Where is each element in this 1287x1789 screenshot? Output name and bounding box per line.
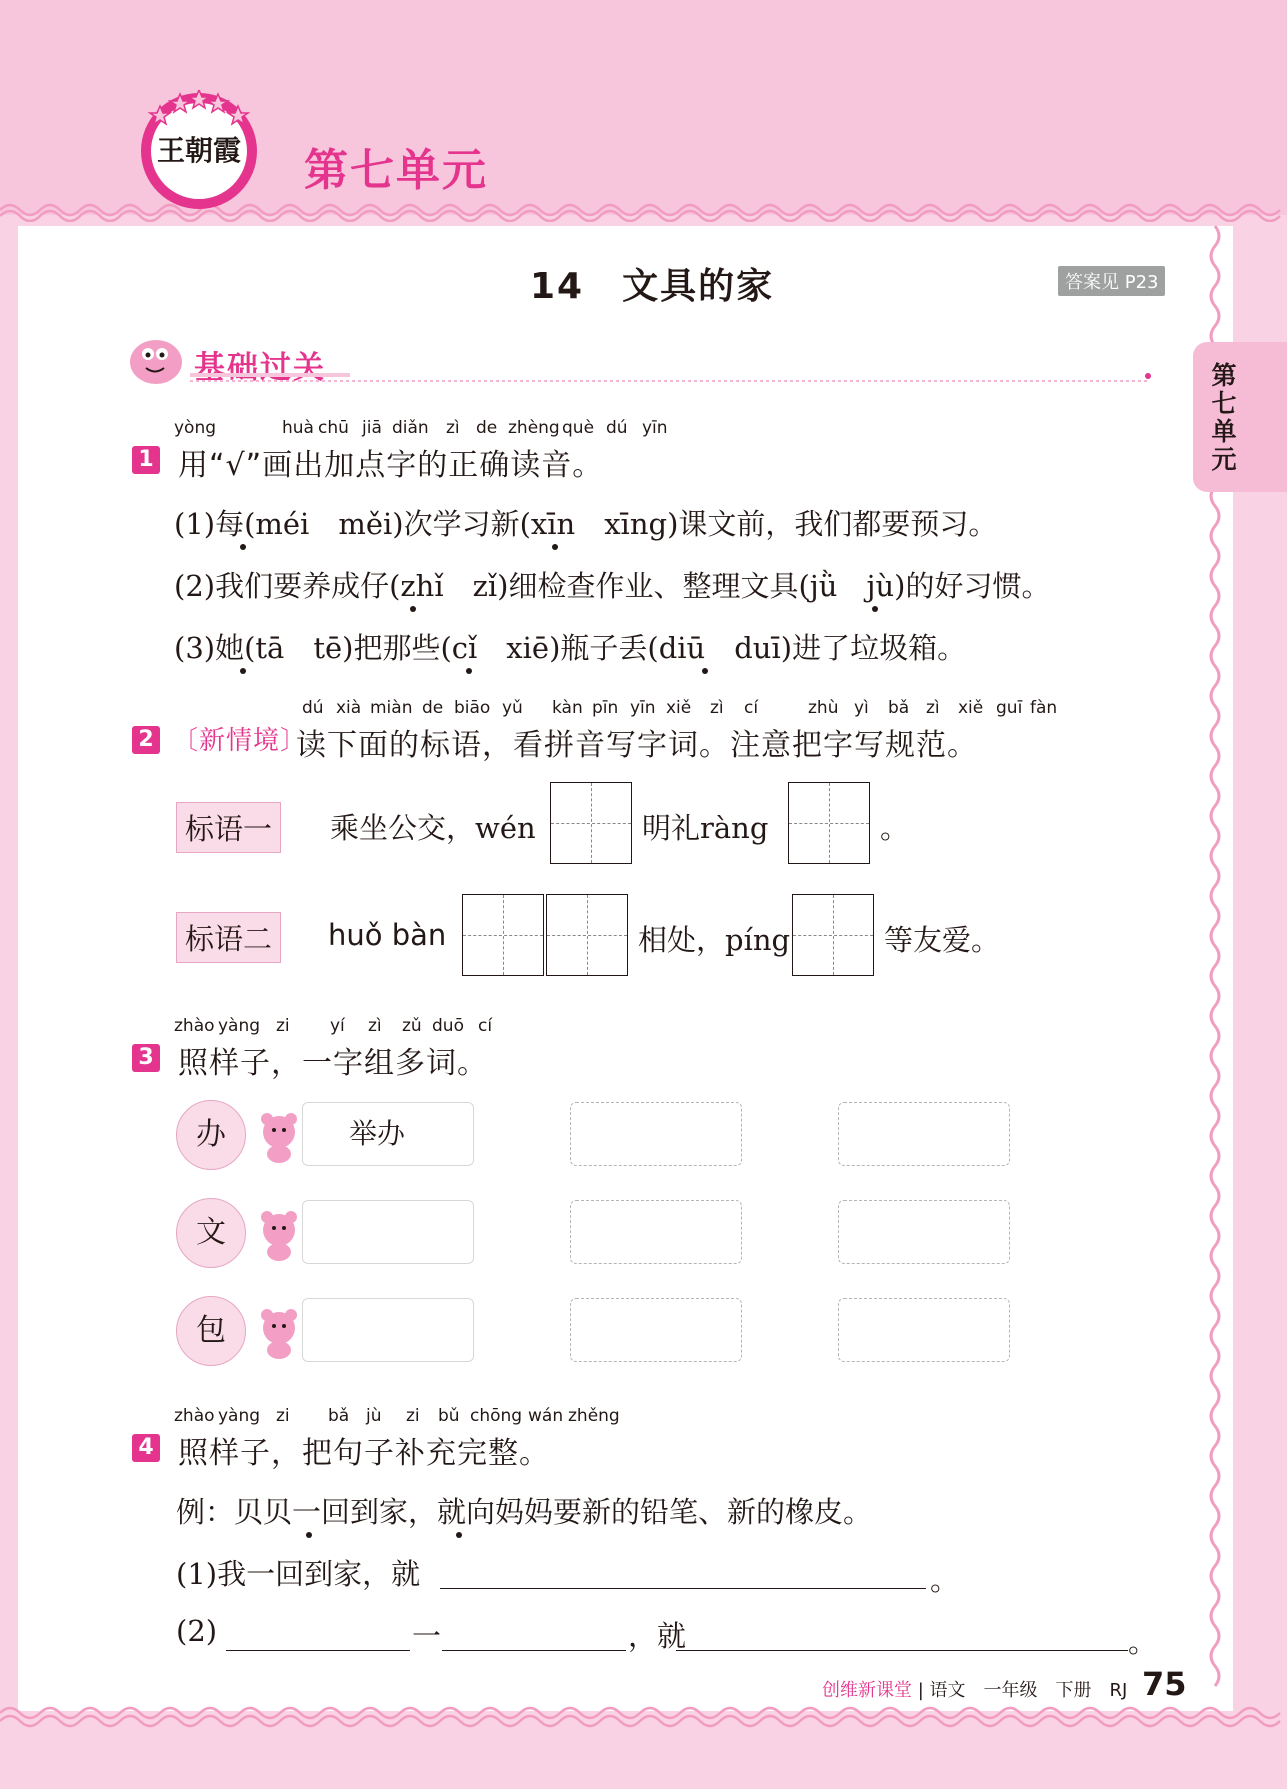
- writing-grid-box[interactable]: [788, 782, 870, 864]
- question-3-text: 照样子，一字组多词。: [178, 1046, 488, 1081]
- pinyin: zì: [446, 418, 460, 438]
- slogan-2-text: 相处，píng: [638, 923, 791, 957]
- question-1-number: 1: [132, 446, 160, 474]
- emphasis-dot: [466, 668, 472, 674]
- bear-icon: [258, 1306, 300, 1360]
- question-4-item-1: (1)我一回到家，就: [176, 1557, 421, 1591]
- answer-box-example: 举办: [302, 1102, 474, 1166]
- page-number: 75: [1142, 1665, 1187, 1703]
- section-mascot-icon: [128, 334, 186, 386]
- pinyin: diǎn: [392, 418, 429, 438]
- writing-grid-box[interactable]: [550, 782, 632, 864]
- pinyin: yīn: [630, 698, 656, 718]
- pinyin: biāo: [454, 698, 491, 718]
- pinyin: jù: [366, 1406, 382, 1426]
- answer-box[interactable]: [302, 1200, 474, 1264]
- slogan-2-label: 标语二: [176, 912, 281, 963]
- answer-box[interactable]: [570, 1298, 742, 1362]
- footer-info: [822, 1676, 1127, 1702]
- question-1-text: 用“√”画出加点字的正确读音。: [178, 448, 604, 483]
- pinyin: yì: [854, 698, 869, 718]
- pinyin: miàn: [370, 698, 413, 718]
- pinyin: zì: [368, 1016, 382, 1036]
- pinyin: zhěng: [568, 1406, 620, 1426]
- pinyin: xiě: [666, 698, 692, 718]
- pinyin: wán: [528, 1406, 564, 1426]
- side-tab-label: 第七单元: [1211, 361, 1237, 474]
- sentence-text: 一: [412, 1619, 442, 1653]
- base-character: 文: [176, 1198, 246, 1268]
- pinyin: de: [476, 418, 498, 438]
- base-character: 包: [176, 1296, 246, 1366]
- logo-text: 王朝霞: [156, 134, 242, 167]
- fill-blank-line[interactable]: [676, 1650, 1128, 1651]
- pinyin: chōng: [470, 1406, 523, 1426]
- emphasis-dot: [240, 544, 246, 550]
- question-4-text: 照样子，把句子补充完整。: [178, 1436, 550, 1471]
- pinyin: zì: [926, 698, 940, 718]
- pinyin: zhèng: [508, 418, 560, 438]
- sentence-end: 。: [1128, 1625, 1158, 1659]
- pinyin: yīn: [642, 418, 668, 438]
- answer-box[interactable]: [838, 1298, 1010, 1362]
- pinyin: bǔ: [438, 1406, 460, 1426]
- sentence-end: 。: [930, 1563, 960, 1597]
- pinyin: zhào: [174, 1406, 215, 1426]
- question-4-number: 4: [132, 1434, 160, 1462]
- writing-grid-box[interactable]: [792, 894, 874, 976]
- sentence-text: ，就: [628, 1619, 687, 1653]
- pinyin: dú: [606, 418, 628, 438]
- fill-blank-line[interactable]: [442, 1650, 626, 1651]
- answer-box[interactable]: [570, 1102, 742, 1166]
- pinyin: xiě: [958, 698, 984, 718]
- pinyin: huà: [282, 418, 314, 438]
- pinyin: zi: [276, 1406, 290, 1426]
- answer-box[interactable]: [838, 1102, 1010, 1166]
- writing-grid-box[interactable]: [546, 894, 628, 976]
- pinyin: bǎ: [328, 1406, 350, 1426]
- slogan-2-text: 等友爱。: [884, 923, 1001, 957]
- bear-icon: [258, 1208, 300, 1262]
- pinyin: jiā: [362, 418, 382, 438]
- answer-box[interactable]: [838, 1200, 1010, 1264]
- question-4-example: 例：贝贝一回到家，就向妈妈要新的铅笔、新的橡皮。: [176, 1495, 873, 1529]
- pinyin: zhù: [808, 698, 839, 718]
- question-2-number: 2: [132, 726, 160, 754]
- pinyin: zi: [406, 1406, 420, 1426]
- fill-blank-line[interactable]: [226, 1650, 410, 1651]
- slogan-1-label: 标语一: [176, 802, 281, 853]
- pinyin: pīn: [592, 698, 619, 718]
- answer-box[interactable]: [302, 1298, 474, 1362]
- pinyin: xià: [336, 698, 362, 718]
- pinyin: què: [562, 418, 595, 438]
- unit-title: 第七单元: [304, 145, 488, 196]
- pinyin: yí: [330, 1016, 345, 1036]
- section-divider: [190, 373, 1155, 385]
- lesson-title: 14 文具的家: [530, 266, 775, 307]
- emphasis-dot: [872, 606, 878, 612]
- question-1-item: (1)每(méi měi)次学习新(xīn xīng)课文前，我们都要预习。: [174, 507, 998, 541]
- pinyin: cí: [478, 1016, 493, 1036]
- section-title: 基础过关: [194, 350, 326, 386]
- slogan-1-text: 明礼ràng: [642, 811, 769, 845]
- fill-blank-line[interactable]: [440, 1588, 926, 1589]
- pinyin: kàn: [552, 698, 583, 718]
- emphasis-dot: [702, 668, 708, 674]
- pinyin: guī: [996, 698, 1023, 718]
- pinyin: bǎ: [888, 698, 910, 718]
- pinyin: zì: [710, 698, 724, 718]
- footer-brand: 创维新课堂: [822, 1680, 912, 1701]
- footer-details: | 语文 一年级 下册 RJ: [917, 1680, 1128, 1701]
- question-3-number: 3: [132, 1044, 160, 1072]
- emphasis-dot: [240, 668, 246, 674]
- pinyin: yòng: [174, 418, 217, 438]
- emphasis-dot: [306, 1532, 312, 1538]
- new-context-tag: 〔新情境〕: [172, 726, 308, 756]
- pinyin: yàng: [218, 1406, 261, 1426]
- slogan-1-text: 。: [880, 811, 910, 845]
- pinyin: duō: [432, 1016, 464, 1036]
- emphasis-dot: [456, 1532, 462, 1538]
- brand-logo-seal: [138, 90, 260, 212]
- pinyin: yǔ: [502, 698, 523, 718]
- pinyin: fàn: [1030, 698, 1058, 718]
- pinyin: de: [422, 698, 444, 718]
- pinyin: zhào: [174, 1016, 215, 1036]
- question-1-item: (2)我们要养成仔(zhǐ zǐ)细检查作业、整理文具(jǜ jù)的好习惯。: [174, 569, 1051, 603]
- pinyin: zi: [276, 1016, 290, 1036]
- bear-icon: [258, 1110, 300, 1164]
- question-2-text: 读下面的标语，看拼音写字词。注意把字写规范。: [296, 728, 978, 763]
- slogan-1-text: 乘坐公交，wén: [330, 811, 536, 845]
- answer-reference-badge: 答案见 P23: [1058, 266, 1165, 296]
- pinyin: yàng: [218, 1016, 261, 1036]
- answer-box[interactable]: [570, 1200, 742, 1264]
- footer-wave-border: [0, 1705, 1287, 1729]
- writing-grid-box[interactable]: [462, 894, 544, 976]
- pinyin: chū: [318, 418, 349, 438]
- emphasis-dot: [552, 544, 558, 550]
- pinyin: zǔ: [402, 1016, 422, 1036]
- pinyin: dú: [302, 698, 324, 718]
- base-character: 办: [176, 1100, 246, 1170]
- pinyin: cí: [744, 698, 759, 718]
- emphasis-dot: [410, 606, 416, 612]
- question-4-item-2: (2): [176, 1614, 218, 1648]
- slogan-2-text: huǒ bàn: [328, 918, 447, 952]
- question-1-item: (3)她(tā tē)把那些(cǐ xiē)瓶子丢(diū duī)进了垃圾箱。: [174, 631, 967, 665]
